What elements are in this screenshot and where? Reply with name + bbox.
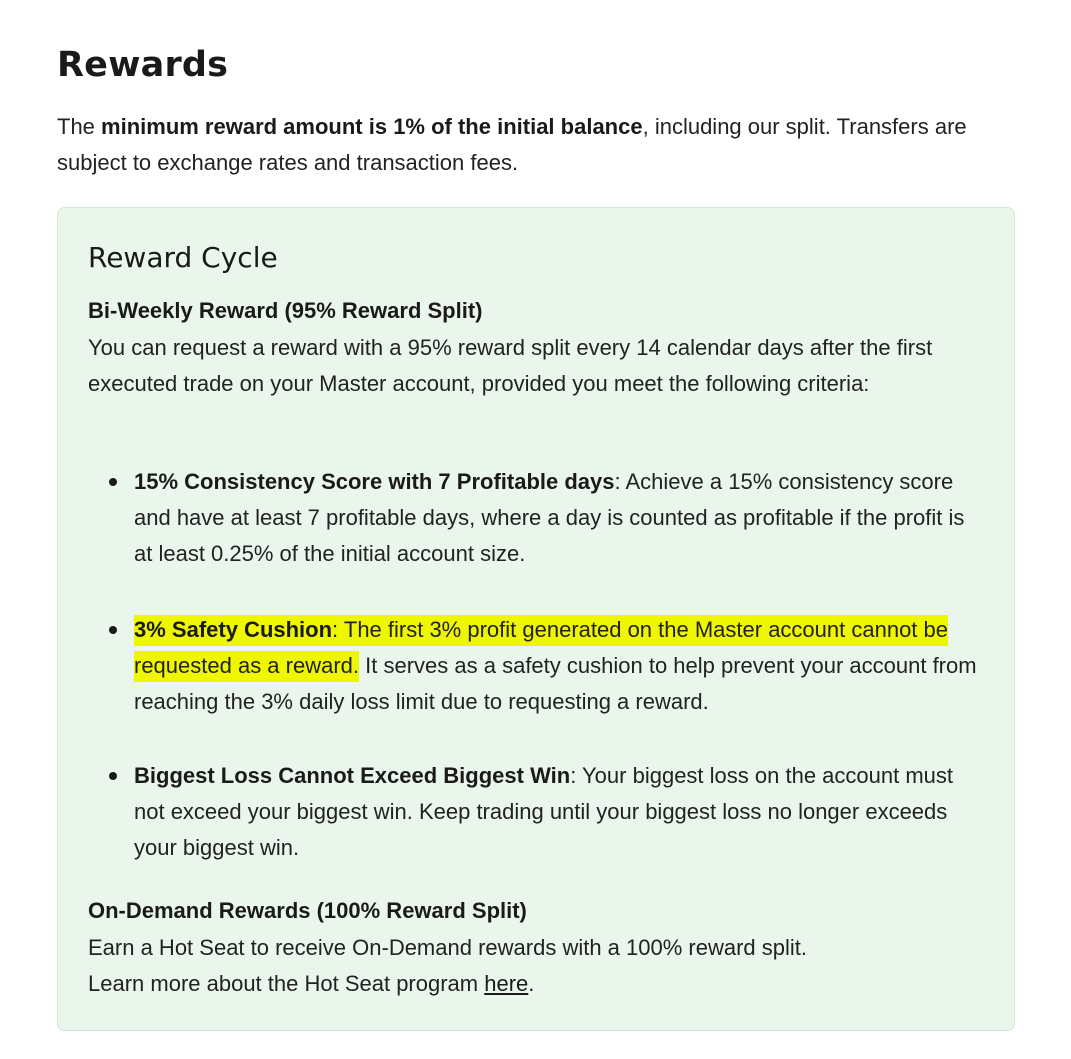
on-demand-line2 (88, 966, 988, 1002)
reward-cycle-card (57, 207, 1015, 1031)
criteria-text: It serves as a safety cushion to help prevent your account from reaching the 3% daily loss limit due to requesting a reward. (134, 653, 977, 714)
card-title: Reward Cycle (88, 241, 278, 274)
bullet-icon (109, 626, 117, 634)
hot-seat-link[interactable]: here (484, 971, 529, 996)
intro-paragraph (57, 109, 997, 181)
criteria-text: : Achieve a 15% consistency score and have at least 7 profitable days, where a day is counted as profitable if the profit is at least 0.25% of the initial account size. (134, 469, 965, 566)
criteria-item (88, 758, 988, 866)
criteria-bold: 3% Safety Cushion (134, 617, 333, 642)
biweekly-description: You can request a reward with a 95% reward split every 14 calendar days after the first executed trade on your Master account, provided you meet the following criteria: (88, 335, 933, 396)
intro-bold-text: minimum reward amount is 1% of the initial balance (101, 114, 643, 139)
bullet-icon (109, 772, 117, 780)
criteria-item-highlighted (88, 612, 988, 720)
criteria-text: : Your biggest loss on the account must not exceed your biggest win. Keep trading until your biggest loss no longer exceeds your biggest win. (134, 763, 954, 860)
biweekly-heading: Bi-Weekly Reward (95% Reward Split) (88, 298, 483, 323)
criteria-item (88, 464, 988, 572)
page-title: Rewards (57, 45, 229, 85)
bullet-icon (109, 478, 117, 486)
intro-suffix: , including our split. Transfers are subject to exchange rates and transaction fees. (57, 114, 967, 175)
criteria-bold: Biggest Loss Cannot Exceed Biggest Win (134, 763, 571, 788)
on-demand-line2-suffix: . (528, 971, 535, 996)
criteria-bold: 15% Consistency Score with 7 Profitable days (134, 469, 615, 494)
criteria-highlighted-text: : The first 3% profit generated on the Master account cannot be requested as a reward. (134, 617, 949, 678)
on-demand-line2-prefix: Learn more about the Hot Seat program (88, 971, 485, 996)
on-demand-heading: On-Demand Rewards (100% Reward Split) (88, 898, 527, 923)
intro-prefix: The (57, 114, 102, 139)
on-demand-line1: Earn a Hot Seat to receive On-Demand rewards with a 100% reward split. (88, 935, 807, 960)
